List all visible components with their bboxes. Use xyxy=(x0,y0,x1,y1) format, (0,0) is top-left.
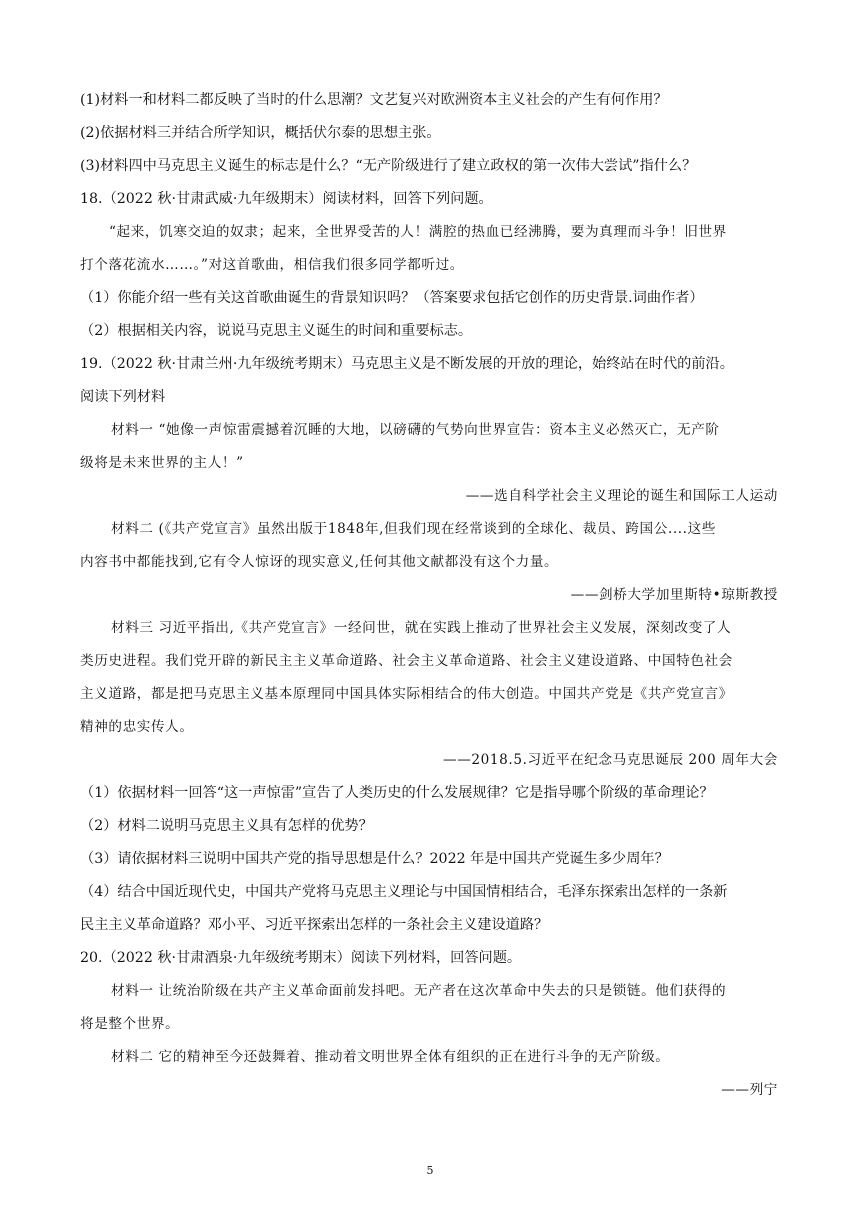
q18-sub1: （1）你能介绍一些有关这首歌曲诞生的背景知识吗？（答案要求包括它创作的历史背景.词曲作者） xyxy=(80,290,704,306)
q19-sub4-cont: 民主主义革命道路？邓小平、习近平探索出怎样的一条社会主义建设道路？ xyxy=(80,917,549,933)
q20-material-2: 材料二 它的精神至今还鼓舞着、推动着文明世界全体有组织的正在进行斗争的无产阶级。 xyxy=(111,1049,670,1065)
q17-sub1: (1)材料一和材料二都反映了当时的什么思潮？文艺复兴对欧洲资本主义社会的产生有何作用？ xyxy=(80,92,668,108)
q17-sub3: (3)材料四中马克思主义诞生的标志是什么？“无产阶级进行了建立政权的第一次伟大尝试”指什么？ xyxy=(80,158,697,174)
q19-material-2-source: ——剑桥大学加里斯特•琼斯教授 xyxy=(570,587,778,603)
q19-sub2: （2）材料二说明马克思主义具有怎样的优势？ xyxy=(80,818,373,834)
q19-material-1: 材料一 “她像一声惊雷震撼着沉睡的大地，以磅礴的气势向世界宣告：资本主义必然灭亡，无产阶 xyxy=(111,422,720,438)
q20-material-1-cont: 将是整个世界。 xyxy=(80,1016,180,1032)
q19-sub1: （1）依据材料一回答“这一声惊雷”宣告了人类历史的什么发展规律？它是指导哪个阶级的革命理论？ xyxy=(80,785,714,801)
q19-material-2: 材料二 (《共产党宣言》虽然出版于1848年,但我们现在经常谈到的全球化、裁员、跨国公....这些 xyxy=(111,521,716,537)
q20-material-1: 材料一 让统治阶级在共产主义革命面前发抖吧。无产者在这次革命中失去的只是锁链。他们获得的 xyxy=(111,983,727,999)
q19-material-3-source: ——2018.5.习近平在纪念马克思诞辰 200 周年大会 xyxy=(443,752,778,768)
q18-lyrics-1: “起来，饥寒交迫的奴隶；起来，全世界受苦的人！满腔的热血已经沸腾，要为真理而斗争！旧世界 xyxy=(109,224,727,240)
q20-material-2-source: ——列宁 xyxy=(721,1082,778,1098)
q19-material-3-cont-3: 精神的忠实传人。 xyxy=(80,719,194,735)
q19-stem: 19.（2022 秋·甘肃兰州·九年级统考期末）马克思主义是不断发展的开放的理论，始终站在时代的前沿。 xyxy=(80,356,734,372)
q19-sub3: （3）请依据材料三说明中国共产党的指导思想是什么？2022 年是中国共产党诞生多少周年？ xyxy=(80,851,669,867)
q19-material-2-cont: 内容书中都能找到,它有令人惊讶的现实意义,任何其他文献都没有这个力量。 xyxy=(80,554,559,570)
q19-stem-2: 阅读下列材料 xyxy=(80,389,166,405)
q17-sub2: (2)依据材料三并结合所学知识，概括伏尔泰的思想主张。 xyxy=(80,125,441,141)
q18-sub2: （2）根据相关内容，说说马克思主义诞生的时间和重要标志。 xyxy=(80,323,473,339)
q18-stem: 18.（2022 秋·甘肃武威·九年级期末）阅读材料，回答下列问题。 xyxy=(80,191,493,207)
q20-stem: 20.（2022 秋·甘肃酒泉·九年级统考期末）阅读下列材料，回答问题。 xyxy=(80,950,522,966)
q18-lyrics-2: 打个落花流水……。”对这首歌曲，相信我们很多同学都听过。 xyxy=(80,257,464,273)
q19-material-1-source: ——选自科学社会主义理论的诞生和国际工人运动 xyxy=(465,488,778,504)
q19-material-3-cont-1: 类历史进程。我们党开辟的新民主主义革命道路、社会主义革命道路、社会主义建设道路、中国特色社会 xyxy=(80,653,733,669)
page-number: 5 xyxy=(426,1164,434,1177)
q19-material-1-cont: 级将是未来世界的主人！” xyxy=(80,455,244,471)
q19-material-3-cont-2: 主义道路，都是把马克思主义基本原理同中国具体实际相结合的伟大创造。中国共产党是《共产党宣言》 xyxy=(80,686,733,702)
q19-material-3: 材料三 习近平指出,《共产党宣言》一经问世，就在实践上推动了世界社会主义发展，深刻改变了人 xyxy=(111,620,732,636)
q19-sub4: （4）结合中国近现代史，中国共产党将马克思主义理论与中国国情相结合，毛泽东探索出怎样的一条新 xyxy=(80,884,728,900)
